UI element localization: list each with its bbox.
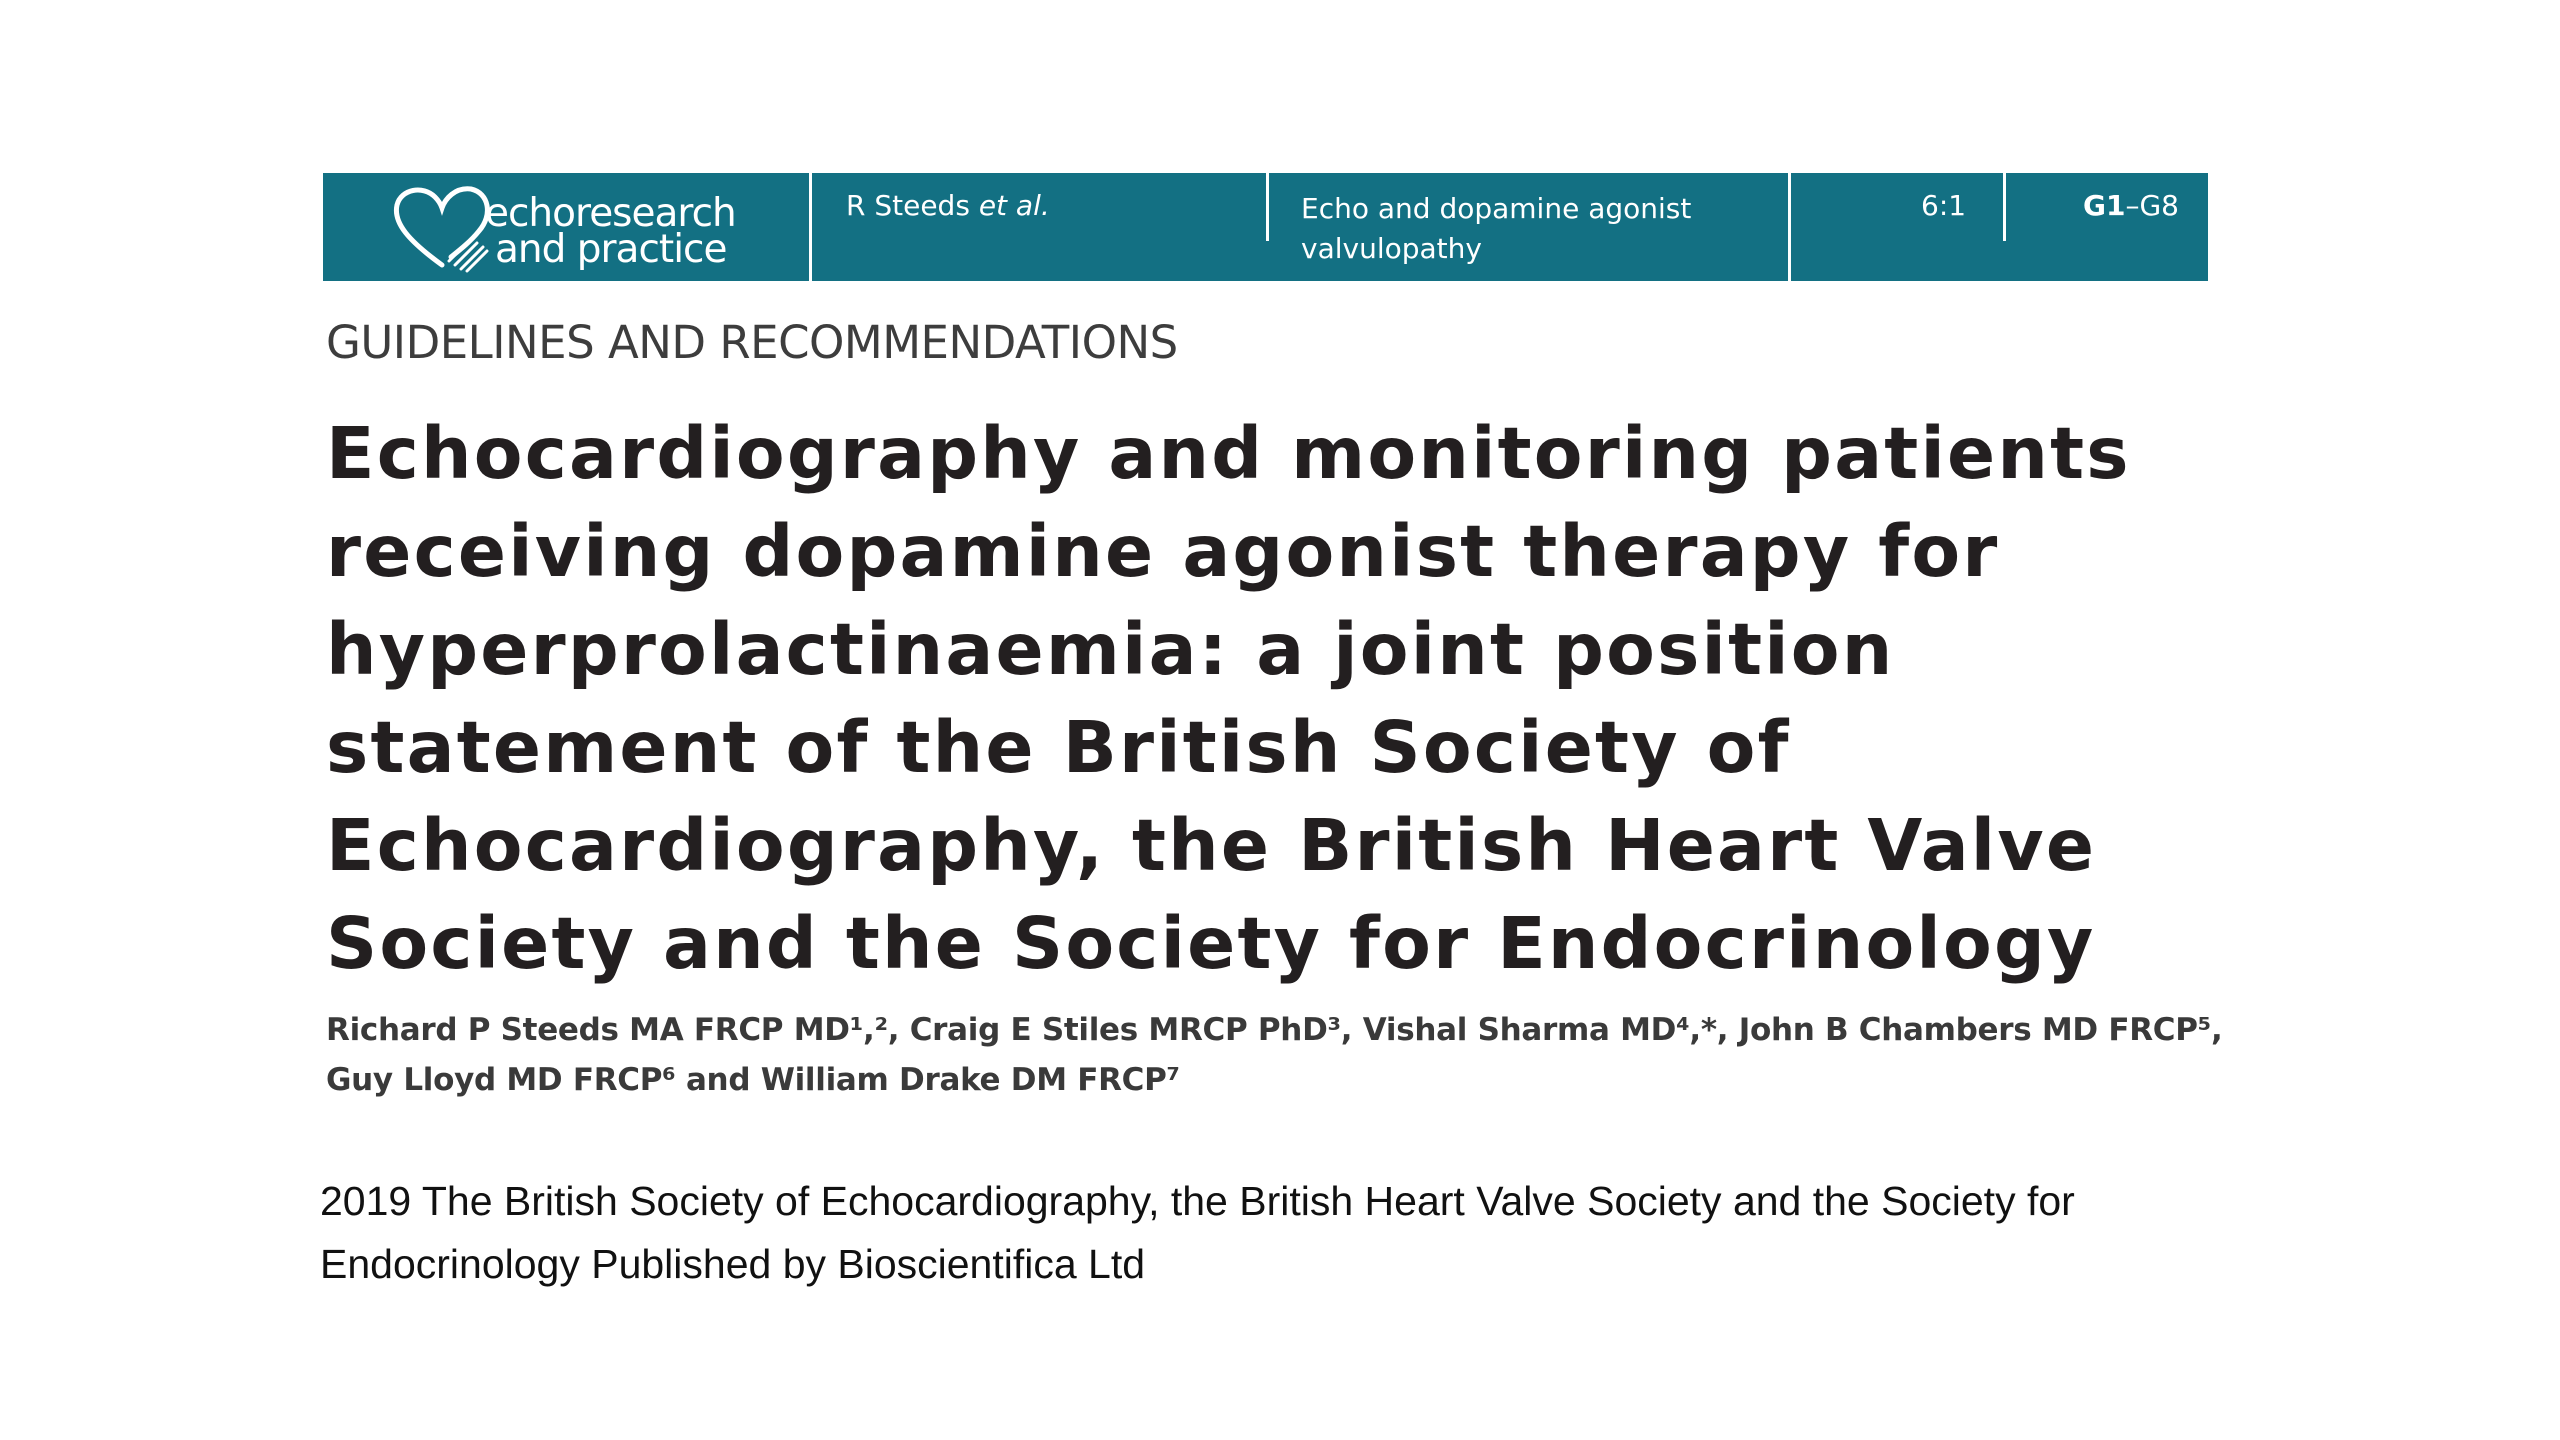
copyright-line: 2019 The British Society of Echocardiography, the British Heart Valve Society and the Society for [320,1178,2075,1224]
journal-name-line2: and practice [495,227,727,272]
header-divider [2003,173,2006,241]
title-line: statement of the British Society of [326,706,1791,789]
author-line: Guy Lloyd MD FRCP⁶ and William Drake DM FRCP⁷ [326,1062,1180,1098]
title-line: Echocardiography, the British Heart Valve [326,804,2097,887]
page-range [2083,189,2179,297]
copyright-notice [320,1170,2220,1296]
title-line: Society and the Society for Endocrinology [326,902,2096,985]
journal-header-bar [323,173,2208,281]
copyright-line: Endocrinology Published by Bioscientifica Ltd [320,1241,1146,1287]
article-section-label: GUIDELINES AND RECOMMENDATIONS [326,316,1178,369]
page-range-end: –G8 [2125,189,2179,222]
title-line: hyperprolactinaemia: a joint position [326,608,1895,691]
short-title-line2: valvulopathy [1301,232,1482,265]
author-list [326,1005,2222,1105]
header-divider [1266,173,1269,241]
running-author-name: R Steeds [846,189,979,222]
author-line: Richard P Steeds MA FRCP MD¹,², Craig E Stiles MRCP PhD³, Vishal Sharma MD⁴,*, John B Chambers MD FRCP⁵, [326,1012,2223,1048]
title-line: Echocardiography and monitoring patients [326,412,2131,495]
running-author [846,189,1050,297]
journal-logo [323,173,809,281]
running-short-title [1301,189,1761,297]
heart-logo-icon [389,181,495,273]
journal-name-line1: echoresearch [485,191,736,236]
article-title [326,405,2131,993]
running-author-etal: et al. [978,189,1050,222]
short-title-line1: Echo and dopamine agonist [1301,192,1692,225]
title-line: receiving dopamine agonist therapy for [326,510,2000,593]
page-range-start: G1 [2083,189,2126,222]
volume-issue: 6:1 [1921,189,1967,222]
header-divider [809,173,812,281]
header-divider [1788,173,1791,281]
